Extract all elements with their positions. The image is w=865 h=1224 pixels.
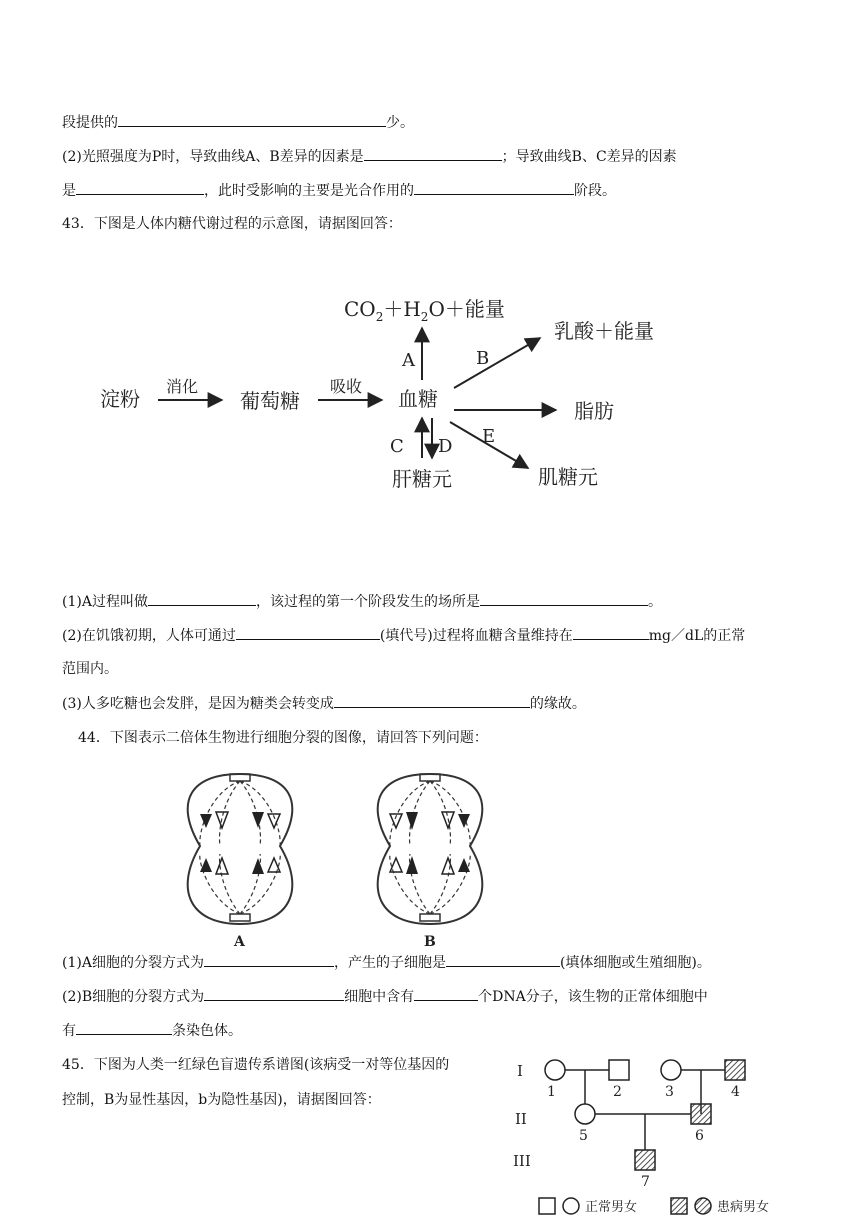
- member-3-number: 3: [665, 1084, 674, 1100]
- q44-q1: [62, 952, 711, 973]
- fat-label: 脂肪: [574, 399, 614, 423]
- answer-blank[interactable]: [334, 693, 530, 708]
- starch-label: 淀粉: [100, 387, 140, 411]
- member-2-number: 2: [613, 1084, 622, 1100]
- q42-text: (2)光照强度为P时，导致曲线A、B差异的因素是: [62, 149, 364, 165]
- answer-blank[interactable]: [573, 625, 649, 640]
- q43-text: 。: [647, 594, 662, 610]
- answer-blank[interactable]: [414, 986, 478, 1001]
- member-6-number: 6: [695, 1128, 704, 1144]
- legend-affected-female: [695, 1198, 711, 1214]
- q42-text: ；导致曲线B、C差异的因素: [501, 149, 677, 165]
- q43-text: (1)A过程叫做: [62, 594, 148, 610]
- q44-q2: [62, 986, 708, 1007]
- answer-blank[interactable]: [76, 1020, 172, 1035]
- q43-q2: [62, 625, 745, 646]
- q42-text: 是: [62, 183, 76, 199]
- answer-blank[interactable]: [480, 591, 648, 606]
- legend-normal-male: [539, 1198, 555, 1214]
- q44-intro: 44．下图表示二倍体生物进行细胞分裂的图像，请回答下列问题：: [78, 730, 488, 746]
- pedigree-chart: [505, 1050, 795, 1220]
- q43-text: (3)人多吃糖也会发胖，是因为糖类会转变成: [62, 696, 334, 712]
- arrow-b: [454, 338, 540, 388]
- q44-text: 条染色体。: [172, 1023, 242, 1039]
- glucose-label: 葡萄糖: [240, 389, 300, 413]
- member-7-number: 7: [641, 1174, 650, 1190]
- cell-a: [188, 774, 293, 950]
- member-4-affected-male: [725, 1060, 745, 1080]
- q42-line2: [62, 146, 677, 167]
- legend-affected-male: [671, 1198, 687, 1214]
- q43-q2-cont: 范围内。: [62, 661, 118, 677]
- q42-text: 阶段。: [574, 183, 616, 199]
- q43-text: mg／dL的正常: [648, 628, 746, 644]
- label-c: C: [390, 436, 404, 457]
- muscle-glycogen-label: 肌糖元: [538, 465, 598, 489]
- q44-text: ，产生的子细胞是: [333, 955, 446, 971]
- gen-2-label: II: [515, 1110, 527, 1128]
- answer-blank[interactable]: [414, 180, 574, 195]
- blood-sugar-label: 血糖: [398, 387, 438, 411]
- q44-q2-cont: [62, 1020, 242, 1041]
- cell-a-label: A: [234, 934, 245, 950]
- q44-text: (填体细胞或生殖细胞)。: [559, 955, 711, 971]
- q43-intro: 43．下图是人体内糖代谢过程的示意图，请据图回答：: [62, 216, 402, 232]
- member-5-number: 5: [579, 1128, 588, 1144]
- label-b: B: [476, 348, 490, 369]
- q43-q3: [62, 693, 586, 714]
- answer-blank[interactable]: [118, 112, 386, 127]
- answer-blank[interactable]: [204, 952, 334, 967]
- answer-blank[interactable]: [446, 952, 560, 967]
- q43-q1: [62, 591, 662, 612]
- cell-b: [378, 774, 483, 950]
- label-a: A: [402, 350, 415, 371]
- gen-1-label: I: [517, 1062, 523, 1080]
- cell-division-figure: [160, 762, 520, 952]
- q44-text: 细胞中含有: [344, 989, 415, 1005]
- q42-text: ，此时受影响的主要是光合作用的: [204, 183, 414, 199]
- q43-text: 的缘故。: [529, 696, 586, 712]
- legend-affected-label: 患病男女: [717, 1200, 770, 1215]
- member-2-male: [609, 1060, 629, 1080]
- q44-text: (2)B细胞的分裂方式为: [62, 989, 205, 1005]
- co2-water-energy-label: $CO_2+H_2O+$能量: [344, 297, 505, 324]
- q44-text: 有: [62, 1023, 76, 1039]
- q42-line1: [62, 112, 414, 133]
- cell-b-label: B: [424, 934, 436, 950]
- member-4-number: 4: [731, 1084, 740, 1100]
- answer-blank[interactable]: [364, 146, 502, 161]
- answer-blank[interactable]: [76, 180, 204, 195]
- label-d: D: [438, 436, 453, 457]
- sugar-metabolism-diagram: [0, 280, 865, 540]
- q44-text: (1)A细胞的分裂方式为: [62, 955, 204, 971]
- label-e: E: [482, 426, 496, 447]
- lactic-acid-label: 乳酸＋能量: [554, 319, 654, 343]
- answer-blank[interactable]: [204, 986, 344, 1001]
- member-1-number: 1: [547, 1084, 556, 1100]
- q42-text: 少。: [386, 115, 414, 131]
- answer-blank[interactable]: [148, 591, 256, 606]
- gen-3-label: III: [513, 1152, 531, 1170]
- q44-text: 个DNA分子，该生物的正常体细胞中: [478, 989, 708, 1005]
- liver-glycogen-label: 肝糖元: [392, 467, 452, 491]
- digest-label: 消化: [166, 377, 199, 396]
- q42-line3: [62, 180, 616, 201]
- q42-text: 段提供的: [62, 115, 118, 131]
- q43-text: (2)在饥饿初期，人体可通过: [62, 628, 236, 644]
- member-5-female: [575, 1104, 595, 1124]
- q43-text: ，该过程的第一个阶段发生的场所是: [255, 594, 480, 610]
- member-1-female: [545, 1060, 565, 1080]
- member-6-affected-male: [691, 1104, 711, 1124]
- member-3-female: [661, 1060, 681, 1080]
- q45-intro-2: 控制，B为显性基因，b为隐性基因)，请据图回答：: [62, 1092, 381, 1108]
- legend-normal-female: [563, 1198, 579, 1214]
- q45-intro-1: 45．下图为人类一红绿色盲遗传系谱图(该病受一对等位基因的: [62, 1057, 450, 1073]
- absorb-label: 吸收: [330, 377, 363, 396]
- legend-normal-label: 正常男女: [585, 1200, 638, 1215]
- answer-blank[interactable]: [236, 625, 380, 640]
- member-7-affected-male: [635, 1150, 655, 1170]
- q43-text: (填代号)过程将血糖含量维持在: [379, 628, 573, 644]
